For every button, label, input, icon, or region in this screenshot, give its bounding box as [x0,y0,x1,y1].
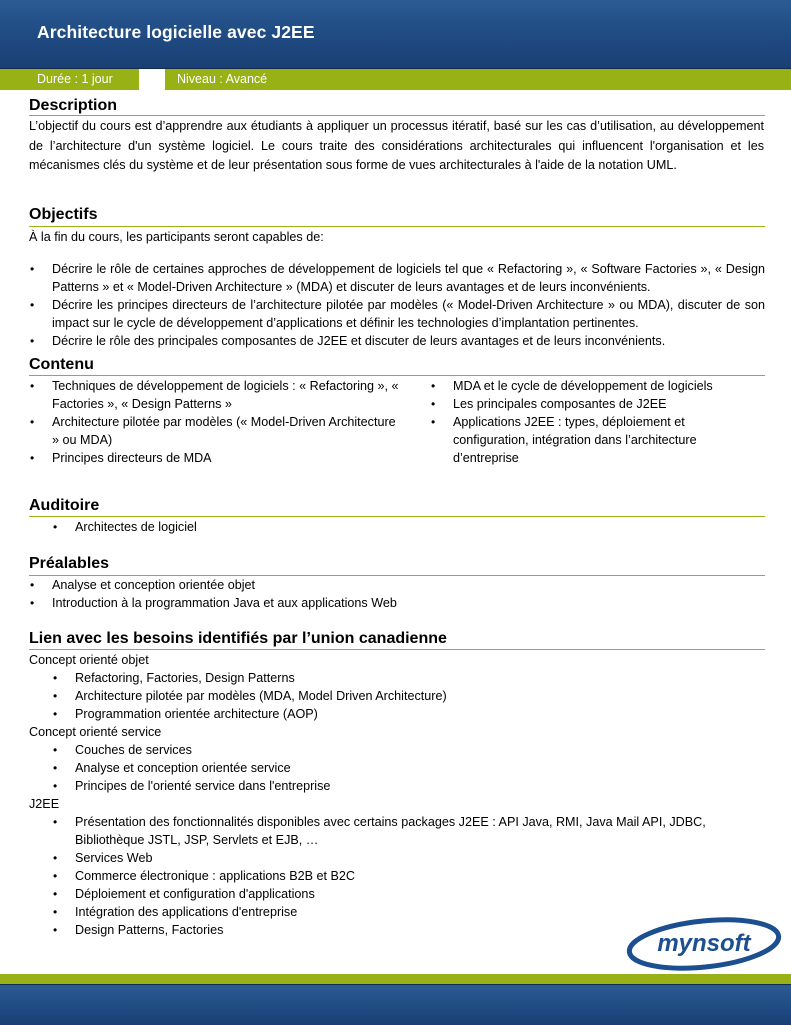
list-item: • Architecture pilotée par modèles (MDA, Model Driven Architecture) [75,687,755,705]
contenu-right-list [453,377,753,467]
contenu-left-list [52,377,404,467]
description-rule [29,115,765,116]
footer-accent-bar [0,974,791,984]
objectifs-rule [29,226,765,227]
list-item: • Décrire le rôle de certaines approches de développement de logiciels tel que « Refactoring », « Software Factories », « Design Patterns » et « Model-Driven Architecture » (MDA) et discuter de leurs avantages et de leurs inconvénients. [52,260,765,296]
list-item: • Couches de services [75,741,755,759]
list-item: • Déploiement et configuration d'applications [75,885,725,903]
description-heading: Description [29,97,118,114]
prealables-list [52,576,752,612]
meta-separator [139,69,165,90]
mynsoft-logo [626,915,782,971]
contenu-rule [29,375,765,376]
list-item: • Intégration des applications d'entreprise [75,903,725,921]
objectifs-intro: À la fin du cours, les participants seront capables de: [29,230,324,244]
list-item: • Refactoring, Factories, Design Patterns [75,669,755,687]
lien-heading: Lien avec les besoins identifiés par l’union canadienne [29,630,447,647]
group-label-objet: Concept orienté objet [29,653,149,667]
lien-rule [29,649,765,650]
auditoire-heading: Auditoire [29,497,100,514]
logo-text: mynsoft [657,930,751,957]
list-item: • Architectes de logiciel [75,518,755,536]
list-item: • Design Patterns, Factories [75,921,725,939]
description-text: L’objectif du cours est d’apprendre aux étudiants à appliquer un processus itératif, basé sur les cas d’utilisation, au développement de l’architecture d'un système logiciel. Le cours traite des considérations architecturales qui influencent l'organisation et les mécanismes clés du système et de leur présentation sous forme de vues architecturales à l'aide de la notation UML. [29,119,764,172]
group-label-service: Concept orienté service [29,725,162,739]
list-item: • Introduction à la programmation Java et aux applications Web [52,594,752,612]
contenu-heading: Contenu [29,356,94,373]
duration-label: Durée : 1 jour [37,72,113,86]
page-header [0,0,791,69]
course-meta-bar [0,69,791,90]
list-item: • Commerce électronique : applications B2B et B2C [75,867,725,885]
group-label-j2ee: J2EE [29,797,60,811]
group-list-service [75,741,755,795]
list-item: • Principes de l'orienté service dans l'entreprise [75,777,755,795]
group-list-objet [75,669,755,723]
level-label: Niveau : Avancé [177,72,268,86]
list-item: • Principes directeurs de MDA [52,449,404,467]
page-title: Architecture logicielle avec J2EE [37,22,315,42]
auditoire-rule [29,516,765,517]
list-item: • Applications J2EE : types, déploiement et configuration, intégration dans l’architecture d’entreprise [453,413,753,467]
objectifs-list [52,260,765,350]
list-item: • Décrire le rôle des principales composantes de J2EE et discuter de leurs avantages et de leurs inconvénients. [52,332,765,350]
objectifs-heading: Objectifs [29,206,98,223]
list-item: • Services Web [75,849,725,867]
list-item: • Présentation des fonctionnalités disponibles avec certains packages J2EE : API Java, RMI, Java Mail API, JDBC, Bibliothèque JSTL, JSP, Servlets et EJB, … [75,813,725,849]
list-item: • Analyse et conception orientée service [75,759,755,777]
auditoire-list [75,518,755,536]
page-footer [0,984,791,1025]
prealables-heading: Préalables [29,555,110,572]
list-item: • Techniques de développement de logiciels : « Refactoring », « Factories », « Design Patterns » [52,377,404,413]
list-item: • Analyse et conception orientée objet [52,576,752,594]
list-item: • MDA et le cycle de développement de logiciels [453,377,753,395]
list-item: • Architecture pilotée par modèles (« Model-Driven Architecture » ou MDA) [52,413,404,449]
list-item: • Décrire les principes directeurs de l’architecture pilotée par modèles (« Model-Driven Architecture » ou MDA), discuter de son impact sur le cycle de développement d’applications et définir les technologies d’implantation pertinentes. [52,296,765,332]
list-item: • Les principales composantes de J2EE [453,395,753,413]
list-item: • Programmation orientée architecture (AOP) [75,705,755,723]
